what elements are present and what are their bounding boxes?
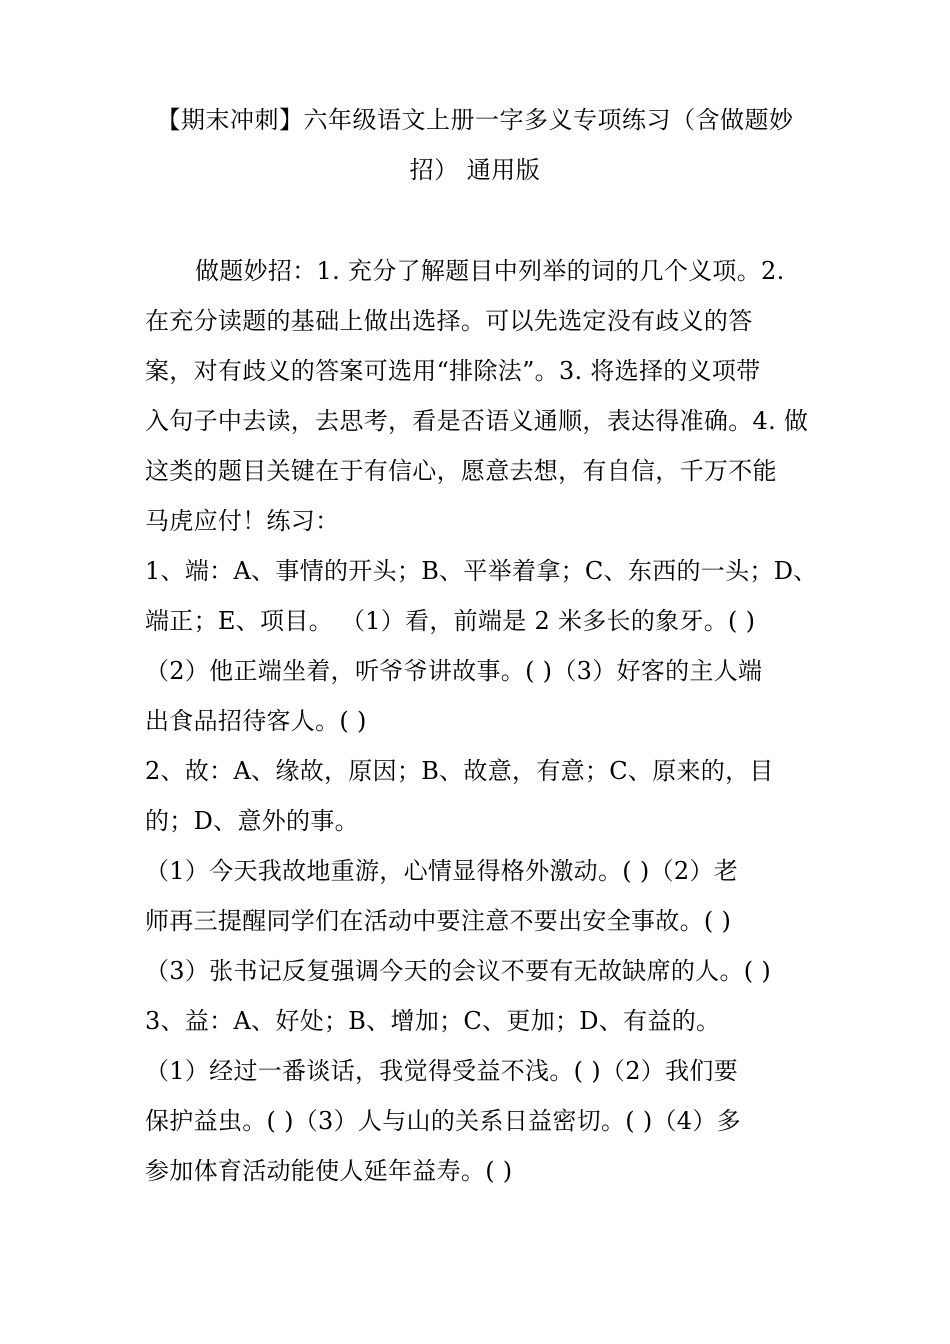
- question-3-line-4: 参加体育活动能使人延年益寿。( ): [145, 1157, 513, 1185]
- title-line-1: 【期末冲刺】六年级语文上册一字多义专项练习（含做题妙: [156, 106, 794, 134]
- question-2-line-2: 的；D、意外的事。: [145, 807, 359, 835]
- question-3-line-3: 保护益虫。( )（3）人与山的关系日益密切。( )（4）多: [145, 1107, 741, 1135]
- question-1-line-2: 端正；E、项目。 （1）看，前端是 2 米多长的象牙。( ): [145, 607, 756, 635]
- question-3-line-1: 3、益：A、好处；B、增加；C、更加；D、有益的。: [145, 1007, 721, 1035]
- tips-line-3: 案，对有歧义的答案可选用“排除法”。3. 将选择的义项带: [145, 357, 761, 385]
- question-3-line-2: （1）经过一番谈话，我觉得受益不浅。( )（2）我们要: [145, 1057, 738, 1085]
- question-2-line-1: 2、故：A、缘故，原因；B、故意，有意；C、原来的，目: [145, 757, 774, 785]
- tips-line-6: 马虎应付！练习：: [145, 507, 340, 535]
- question-1-line-4: 出食品招待客人。( ): [145, 707, 367, 735]
- title-line-2: 招） 通用版: [409, 156, 541, 184]
- tips-line-4: 入句子中去读，去思考，看是否语义通顺，表达得准确。4. 做: [145, 407, 809, 435]
- document-body: [145, 246, 818, 1196]
- question-2-line-5: （3）张书记反复强调今天的会议不要有无故缺席的人。( ): [145, 957, 772, 985]
- tips-line-5: 这类的题目关键在于有信心，愿意去想，有自信，千万不能: [145, 457, 777, 485]
- tips-line-2: 在充分读题的基础上做出选择。可以先选定没有歧义的答: [145, 307, 753, 335]
- tips-line-1: 做题妙招：1. 充分了解题目中列举的词的几个义项。2.: [195, 257, 785, 285]
- question-2-line-4: 师再三提醒同学们在活动中要注意不要出安全事故。( ): [145, 907, 732, 935]
- question-1-line-1: 1、端：A、事情的开头；B、平举着拿；C、东西的一头；D、: [145, 557, 818, 585]
- question-1-line-3: （2）他正端坐着，听爷爷讲故事。( )（3）好客的主人端: [145, 657, 763, 685]
- question-2-line-3: （1）今天我故地重游，心情显得格外激动。( )（2）老: [145, 857, 738, 885]
- document-title: [120, 95, 830, 195]
